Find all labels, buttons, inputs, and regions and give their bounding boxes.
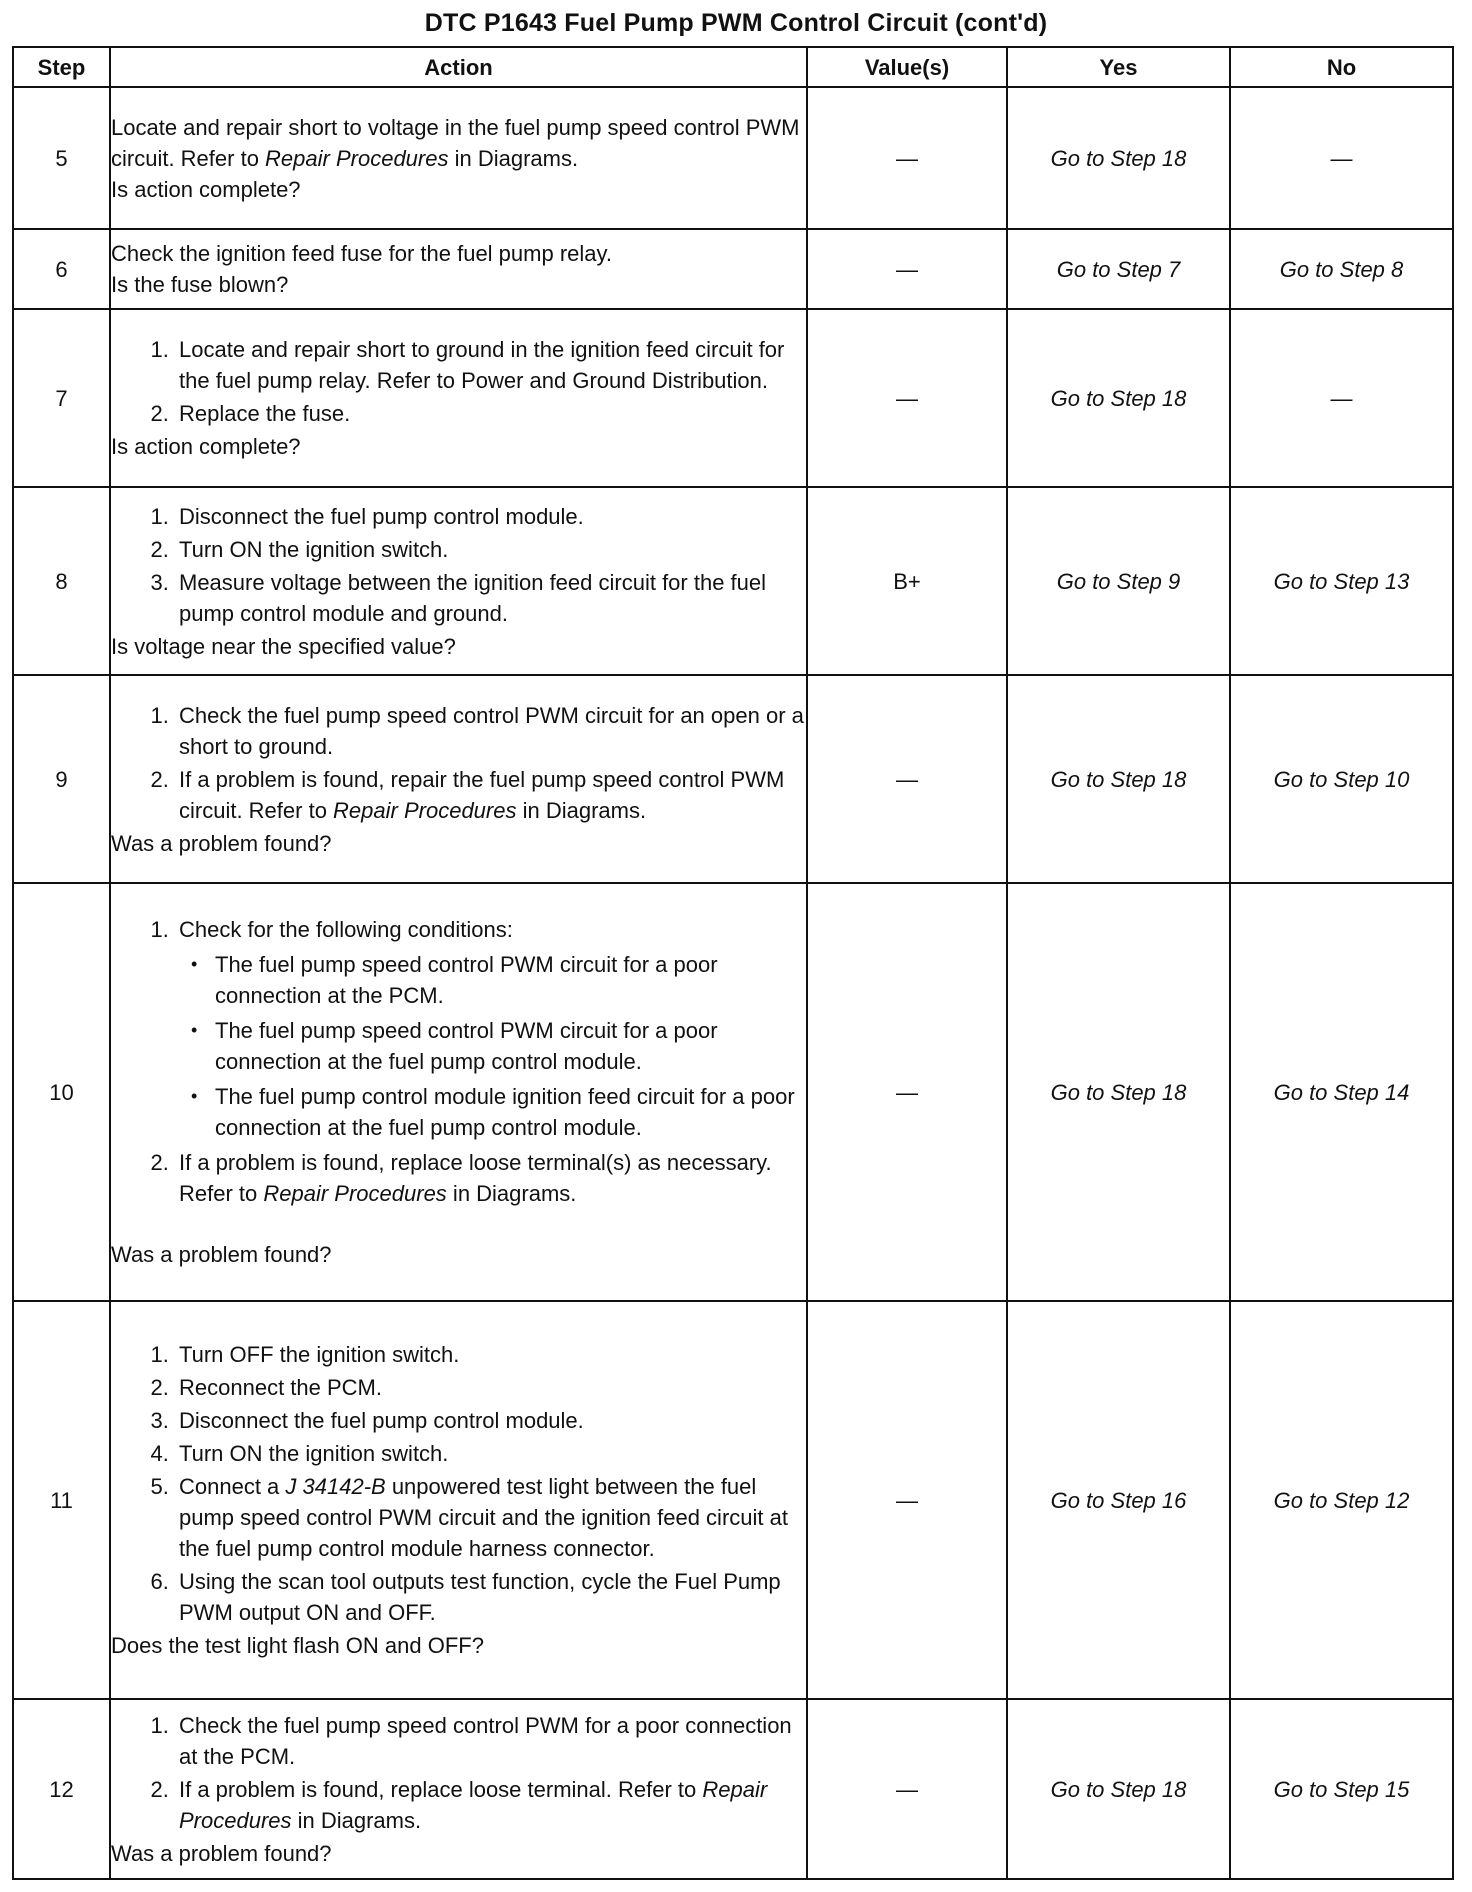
table-row [13,87,1453,229]
step-number: 12 [13,1699,110,1879]
procedure-item: 1. Disconnect the fuel pump control module. [175,501,806,532]
no-cell: Go to Step 12 [1230,1301,1453,1699]
yes-cell: Go to Step 18 [1007,1699,1230,1879]
step-number: 5 [13,87,110,229]
action-question: Is action complete? [111,176,301,202]
condition-list [179,949,806,1143]
col-header-no: No [1230,47,1453,87]
yes-cell: Go to Step 18 [1007,87,1230,229]
procedure-list [111,914,806,1209]
procedure-item: 1. Locate and repair short to ground in the ignition feed circuit for the fuel pump relay. Refer to Power and Ground Distribution. [175,334,806,396]
procedure-item: 2. If a problem is found, replace loose terminal. Refer to Repair Procedures in Diagrams. [175,1774,806,1836]
step-number: 8 [13,487,110,675]
procedure-item: 1. Check for the following conditions: • The fuel pump speed control PWM circuit for a poor connection at the PCM. • The fuel pump speed control PWM circuit for a poor connection at the fuel pump control module. • The fuel pump control module ignition feed circuit for a poor connection at the fuel pump control module. [175,914,806,1143]
yes-cell: Go to Step 18 [1007,675,1230,883]
action-cell [110,229,807,309]
col-header-step: Step [13,47,110,87]
no-cell: Go to Step 15 [1230,1699,1453,1879]
action-text: Locate and repair short to voltage in the fuel pump speed control PWM circuit. Refer to Repair Procedures in Diagrams. [111,114,800,171]
action-question: Is action complete? [111,434,301,459]
diagnostic-table [12,46,1454,1880]
action-question: Is the fuse blown? [111,272,289,297]
table-row [13,309,1453,487]
value-cell: — [807,675,1007,883]
action-cell [110,309,807,487]
value-cell: — [807,883,1007,1301]
step-number: 7 [13,309,110,487]
yes-cell: Go to Step 7 [1007,229,1230,309]
value-cell: — [807,1699,1007,1879]
no-cell: — [1230,87,1453,229]
procedure-item: 2. Reconnect the PCM. [175,1372,806,1403]
page-title: DTC P1643 Fuel Pump PWM Control Circuit (cont'd) [424,9,1048,37]
condition-item: • The fuel pump control module ignition feed circuit for a poor connection at the fuel pump control module. [211,1081,806,1143]
procedure-list [111,1339,806,1628]
action-cell [110,1301,807,1699]
value-cell: — [807,229,1007,309]
procedure-item: 3. Measure voltage between the ignition feed circuit for the fuel pump control module and ground. [175,567,806,629]
col-header-values: Value(s) [807,47,1007,87]
value-cell: B+ [807,487,1007,675]
procedure-item: 1. Turn OFF the ignition switch. [175,1339,806,1370]
procedure-item: 5. Connect a J 34142-B unpowered test light between the fuel pump speed control PWM circuit and the ignition feed circuit at the fuel pump control module harness connector. [175,1471,806,1564]
value-cell: — [807,1301,1007,1699]
yes-cell: Go to Step 9 [1007,487,1230,675]
action-cell [110,883,807,1301]
step-number: 10 [13,883,110,1301]
procedure-item: 1. Check the fuel pump speed control PWM for a poor connection at the PCM. [175,1710,806,1772]
action-question: Was a problem found? [111,830,332,856]
procedure-list [111,334,806,429]
yes-cell: Go to Step 16 [1007,1301,1230,1699]
action-text: Check the ignition feed fuse for the fuel pump relay. [111,241,612,266]
procedure-item: 2. Replace the fuse. [175,398,806,429]
procedure-list [111,501,806,629]
procedure-list [111,700,806,826]
table-row [13,1301,1453,1699]
table-row [13,883,1453,1301]
action-question: Does the test light flash ON and OFF? [111,1633,484,1658]
table-row [13,675,1453,883]
table-row [13,229,1453,309]
table-header-row [13,47,1453,87]
procedure-item: 1. Check the fuel pump speed control PWM circuit for an open or a short to ground. [175,700,806,762]
table-row [13,487,1453,675]
action-cell [110,675,807,883]
no-cell: Go to Step 8 [1230,229,1453,309]
procedure-item: 6. Using the scan tool outputs test function, cycle the Fuel Pump PWM output ON and OFF. [175,1566,806,1628]
action-cell [110,487,807,675]
step-number: 9 [13,675,110,883]
condition-item: • The fuel pump speed control PWM circuit for a poor connection at the fuel pump control module. [211,1015,806,1077]
procedure-item: 2. If a problem is found, replace loose terminal(s) as necessary. Refer to Repair Procedures in Diagrams. [175,1147,806,1209]
no-cell: — [1230,309,1453,487]
no-cell: Go to Step 10 [1230,675,1453,883]
value-cell: — [807,309,1007,487]
procedure-item: 2. If a problem is found, repair the fuel pump speed control PWM circuit. Refer to Repair Procedures in Diagrams. [175,764,806,826]
col-header-yes: Yes [1007,47,1230,87]
yes-cell: Go to Step 18 [1007,309,1230,487]
yes-cell: Go to Step 18 [1007,883,1230,1301]
value-cell: — [807,87,1007,229]
procedure-item: 4. Turn ON the ignition switch. [175,1438,806,1469]
procedure-item: 3. Disconnect the fuel pump control module. [175,1405,806,1436]
condition-item: • The fuel pump speed control PWM circuit for a poor connection at the PCM. [211,949,806,1011]
action-cell [110,1699,807,1879]
col-header-action: Action [110,47,807,87]
procedure-list [111,1710,806,1836]
table-row [13,1699,1453,1879]
action-cell [110,87,807,229]
step-number: 6 [13,229,110,309]
no-cell: Go to Step 13 [1230,487,1453,675]
action-question: Was a problem found? [111,1840,332,1866]
action-question: Is voltage near the specified value? [111,633,456,659]
no-cell: Go to Step 14 [1230,883,1453,1301]
procedure-item: 2. Turn ON the ignition switch. [175,534,806,565]
action-question: Was a problem found? [111,1242,332,1267]
step-number: 11 [13,1301,110,1699]
